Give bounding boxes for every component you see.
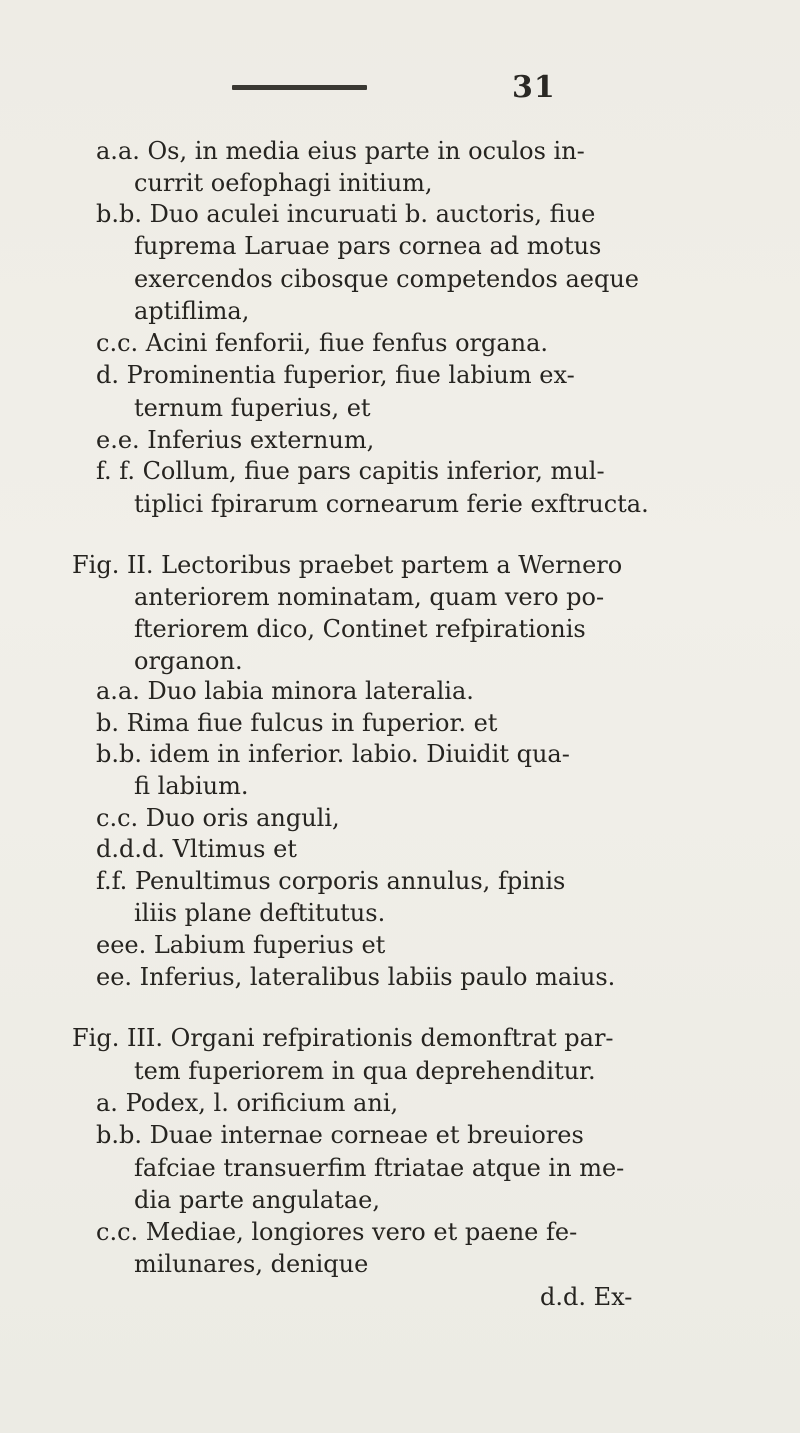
text-line: a.a. Os, in media eius parte in oculos in- <box>96 137 585 165</box>
text-line: b. Rima fiue fulcus in fuperior. et <box>96 709 498 737</box>
text-line: eee. Labium fuperius et <box>96 931 386 959</box>
text-line: c.c. Acini fenforii, fiue fenfus organa. <box>96 329 549 357</box>
text-line: a. Podex, l. orificium ani, <box>96 1089 399 1117</box>
text-line: fuprema Laruae pars cornea ad motus <box>134 232 602 260</box>
text-line: currit oefophagi initium, <box>134 169 433 197</box>
text-line: fi labium. <box>134 772 249 800</box>
text-line: fteriorem dico, Continet refpirationis <box>134 615 586 643</box>
text-line: organon. <box>134 647 243 675</box>
text-line: tiplici fpirarum cornearum ferie exftructa. <box>134 490 649 518</box>
text-line: b.b. idem in inferior. labio. Diuidit qua- <box>96 740 570 768</box>
text-line: f. f. Collum, fiue pars capitis inferior, mul- <box>96 457 605 485</box>
text-line: d. Prominentia fuperior, fiue labium ex- <box>96 361 575 389</box>
text-line: c.c. Mediae, longiores vero et paene fe- <box>96 1218 578 1246</box>
text-line: ternum fuperius, et <box>134 394 371 422</box>
text-line: c.c. Duo oris anguli, <box>96 804 340 832</box>
text-line: dia parte angulatae, <box>134 1186 380 1214</box>
text-line: aptiflima, <box>134 297 250 325</box>
page-number: 31 <box>512 70 556 105</box>
text-line: milunares, denique <box>134 1250 369 1278</box>
figure-caption: Fig. II. Lectoribus praebet partem a Wernero <box>72 551 623 579</box>
text-line: b.b. Duo aculei incuruati b. auctoris, fiue <box>96 200 596 228</box>
text-line: ee. Inferius, lateralibus labiis paulo maius. <box>96 963 616 991</box>
text-line: tem fuperiorem in qua deprehenditur. <box>134 1057 596 1085</box>
figure-caption: Fig. III. Organi refpirationis demonftrat par- <box>72 1024 614 1052</box>
text-line: anteriorem nominatam, quam vero po- <box>134 583 605 611</box>
text-line: a.a. Duo labia minora lateralia. <box>96 677 474 705</box>
text-line: exercendos cibosque competendos aeque <box>134 265 639 293</box>
text-line: e.e. Inferius externum, <box>96 426 375 454</box>
text-line: f.f. Penultimus corporis annulus, fpinis <box>96 867 566 895</box>
text-line: d.d.d. Vltimus et <box>96 835 297 863</box>
header-rule <box>232 85 367 90</box>
catchword: d.d. Ex- <box>540 1283 633 1311</box>
text-line: b.b. Duae internae corneae et breuiores <box>96 1121 584 1149</box>
text-line: fafciae transuerfim ftriatae atque in me- <box>134 1154 625 1182</box>
text-line: iliis plane deftitutus. <box>134 899 386 927</box>
